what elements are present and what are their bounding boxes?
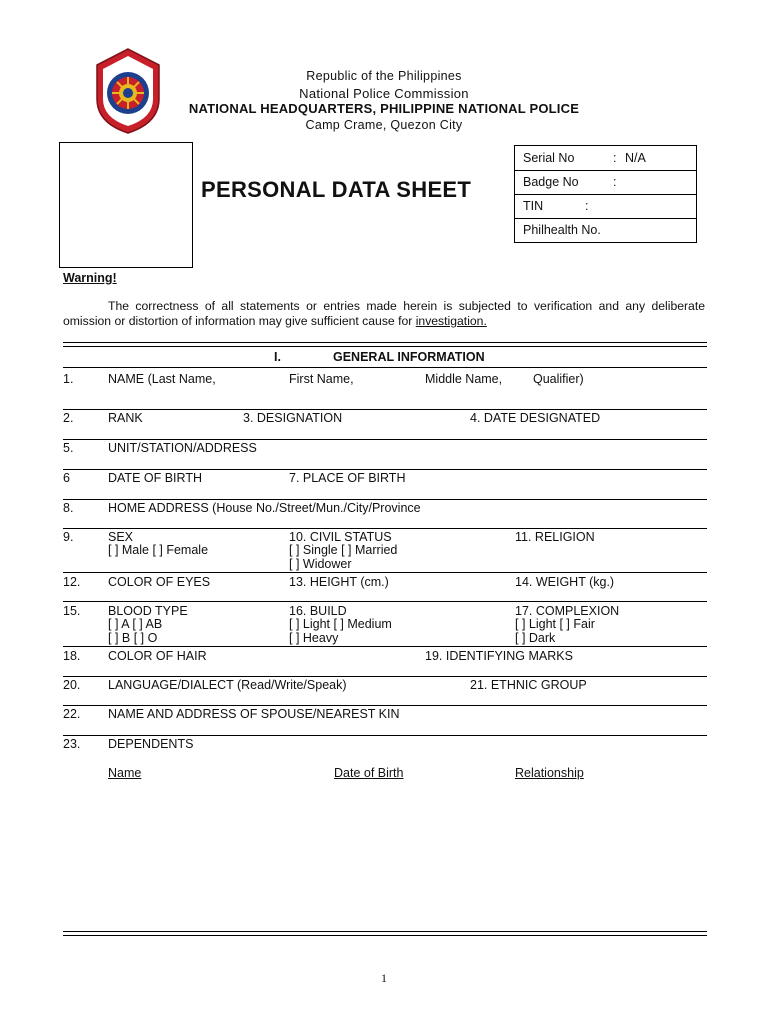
section-number: I. [274,350,281,364]
dependents-col-relationship: Relationship [515,766,584,780]
warning-title: Warning! [63,271,117,285]
section-top-rule [63,342,707,347]
dependents-col-dob: Date of Birth [334,766,404,780]
field-middle-name-label: Middle Name, [425,372,503,386]
field-spouse-label: NAME AND ADDRESS OF SPOUSE/NEAREST KIN [108,707,400,721]
field-place-of-birth-label: 7. PLACE OF BIRTH [289,471,406,485]
tin-label: TIN [523,199,544,213]
field-complexion-options-2: [ ] Dark [515,631,556,645]
field-20-number: 20. [63,678,81,692]
field-civil-status-options-2: [ ] Widower [289,557,352,571]
field-18-number: 18. [63,649,81,663]
field-dependents-label: DEPENDENTS [108,737,194,751]
field-sex-label: SEX [108,530,134,544]
field-eye-color-label: COLOR OF EYES [108,575,211,589]
field-12-number: 12. [63,575,81,589]
field-blood-type-options: [ ] A [ ] AB [108,617,163,631]
field-15-number: 15. [63,604,81,618]
field-rank-label: RANK [108,411,143,425]
serial-no-sep: : [613,151,617,165]
row-divider [63,705,707,706]
field-22-number: 22. [63,707,81,721]
field-1-number: 1. [63,372,74,386]
field-date-of-birth-label: DATE OF BIRTH [108,471,202,485]
dependents-col-name: Name [108,766,142,780]
row-divider [63,676,707,677]
bottom-rule [63,931,707,936]
header-headquarters: NATIONAL HEADQUARTERS, PHILIPPINE NATIONAL POLICE [188,101,580,116]
badge-no-sep: : [613,175,617,189]
page-title: PERSONAL DATA SHEET [201,177,472,202]
field-qualifier-label: Qualifier) [533,372,584,386]
field-name-label: NAME (Last Name, [108,372,216,386]
field-2-number: 2. [63,411,74,425]
philhealth-row [515,218,696,242]
field-home-address-label: HOME ADDRESS (House No./Street/Mun./City/Province [108,501,421,515]
field-blood-type-options-2: [ ] B [ ] O [108,631,158,645]
header-location: Camp Crame, Quezon City [305,118,463,132]
warning-body: The correctness of all statements or entries made herein is subjected to verification and any deliberate omission or distortion of information may give sufficient cause for [63,299,705,328]
row-divider [63,499,707,500]
field-date-designated-label: 4. DATE DESIGNATED [470,411,601,425]
field-religion-label: 11. RELIGION [515,530,595,544]
field-complexion-options: [ ] Light [ ] Fair [515,617,595,631]
row-divider [63,409,707,410]
row-divider [63,528,707,529]
warning-link-word: investigation. [415,314,487,328]
field-identifying-marks-label: 19. IDENTIFYING MARKS [425,649,573,663]
header-republic: Republic of the Philippines [306,69,462,83]
field-blood-type-label: BLOOD TYPE [108,604,188,618]
tin-row [515,194,696,219]
serial-no-row [515,146,696,171]
field-23-number: 23. [63,737,81,751]
row-divider [63,439,707,440]
row-divider [63,469,707,470]
row-divider [63,572,707,573]
row-divider [63,601,707,602]
section-bottom-rule [63,367,707,368]
field-8-number: 8. [63,501,74,515]
field-build-options: [ ] Light [ ] Medium [289,617,392,631]
field-weight-label: 14. WEIGHT (kg.) [515,575,615,589]
field-6-number: 6 [63,471,70,485]
field-ethnic-group-label: 21. ETHNIC GROUP [470,678,587,692]
section-title: GENERAL INFORMATION [333,350,485,364]
field-build-label: 16. BUILD [289,604,347,618]
badge-no-row [515,170,696,195]
field-first-name-label: First Name, [289,372,354,386]
row-divider [63,735,707,736]
field-civil-status-label: 10. CIVIL STATUS [289,530,392,544]
field-unit-label: UNIT/STATION/ADDRESS [108,441,257,455]
field-hair-color-label: COLOR OF HAIR [108,649,207,663]
row-divider [63,646,707,647]
badge-no-label: Badge No [523,175,579,189]
header-commission: National Police Commission [299,86,469,101]
warning-text [63,299,705,329]
field-9-number: 9. [63,530,74,544]
serial-no-label: Serial No [523,151,575,165]
tin-sep: : [585,199,589,213]
serial-no-value: N/A [625,151,646,165]
page-number: 1 [381,971,387,985]
photo-box [59,142,193,268]
field-complexion-label: 17. COMPLEXION [515,604,620,618]
field-civil-status-options: [ ] Single [ ] Married [289,543,398,557]
field-height-label: 13. HEIGHT (cm.) [289,575,389,589]
id-number-box [514,145,697,243]
field-5-number: 5. [63,441,74,455]
field-sex-options: [ ] Male [ ] Female [108,543,209,557]
field-build-options-2: [ ] Heavy [289,631,339,645]
field-language-label: LANGUAGE/DIALECT (Read/Write/Speak) [108,678,347,692]
field-designation-label: 3. DESIGNATION [243,411,343,425]
philhealth-label: Philhealth No. [523,223,601,237]
